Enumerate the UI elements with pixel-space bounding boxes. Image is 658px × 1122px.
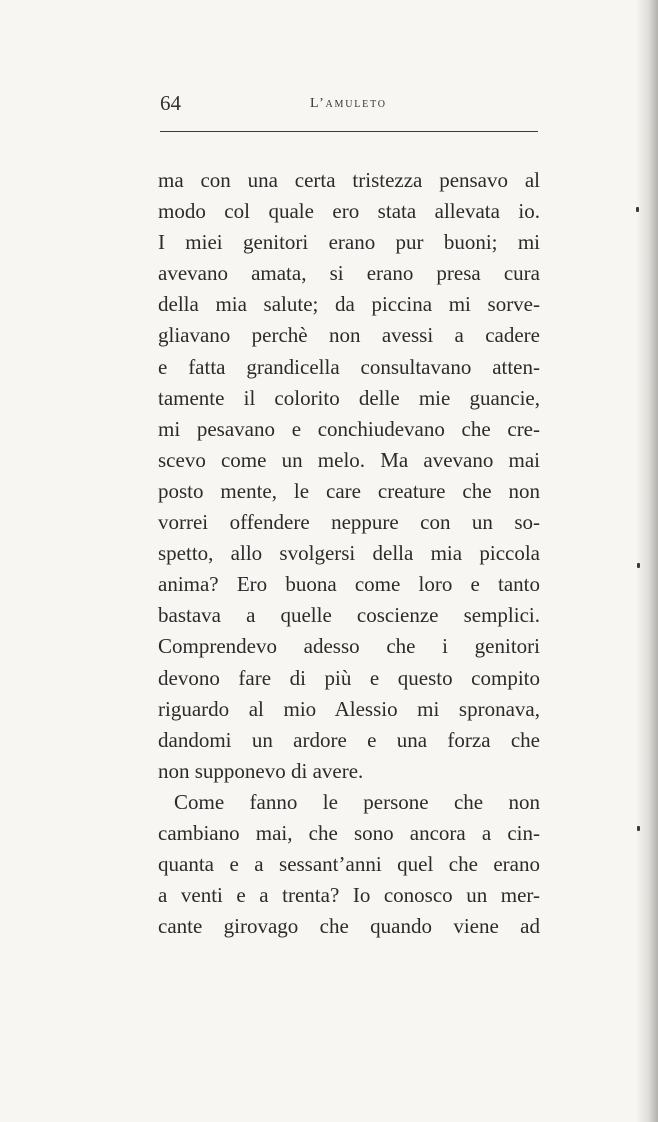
text-line: bastava a quelle coscienze semplici. <box>158 603 540 628</box>
text-line: avevano amata, si erano presa cura <box>158 261 540 286</box>
text-line: modo col quale ero stata allevata io. <box>158 199 540 224</box>
text-line: spetto, allo svolgersi della mia piccola <box>158 541 540 566</box>
text-line: vorrei offendere neppure con un so- <box>158 510 540 535</box>
running-header <box>160 88 540 118</box>
body-text <box>158 165 540 942</box>
text-line: gliavano perchè non avessi a cadere <box>158 323 540 348</box>
running-title: L’amuleto <box>310 96 387 111</box>
text-line: a venti e a trenta? Io conosco un mer- <box>158 883 540 908</box>
text-line: anima? Ero buona come loro e tanto <box>158 572 540 597</box>
text-line: quanta e a sessant’anni quel che erano <box>158 852 540 877</box>
text-line: mi pesavano e conchiudevano che cre- <box>158 416 540 441</box>
text-line: devono fare di più e questo compito <box>158 665 540 690</box>
text-line: e fatta grandicella consultavano atten- <box>158 354 540 379</box>
paragraph-end-line: non supponevo di avere. <box>158 758 364 783</box>
text-line: cante girovago che quando viene ad <box>158 914 540 939</box>
header-rule <box>160 131 538 132</box>
print-speck <box>637 563 640 568</box>
paragraph-start-line: Come fanno le persone che non <box>174 789 540 814</box>
text-line: posto mente, le care creature che non <box>158 478 540 503</box>
text-line: tamente il colorito delle mie guancie, <box>158 385 540 410</box>
text-line: riguardo al mio Alessio mi spronava, <box>158 696 540 721</box>
page-edge-shadow <box>636 0 658 1122</box>
text-line: Comprendevo adesso che i genitori <box>158 634 540 659</box>
text-line: ma con una certa tristezza pensavo al <box>158 168 540 192</box>
text-line: I miei genitori erano pur buoni; mi <box>158 230 540 255</box>
text-line: scevo come un melo. Ma avevano mai <box>158 447 540 472</box>
text-line: cambiano mai, che sono ancora a cin- <box>158 820 540 845</box>
page-number: 64 <box>160 91 181 115</box>
print-speck <box>636 207 639 212</box>
text-line: della mia salute; da piccina mi sorve- <box>158 292 540 317</box>
print-speck <box>637 826 640 831</box>
text-line: dandomi un ardore e una forza che <box>158 727 540 752</box>
